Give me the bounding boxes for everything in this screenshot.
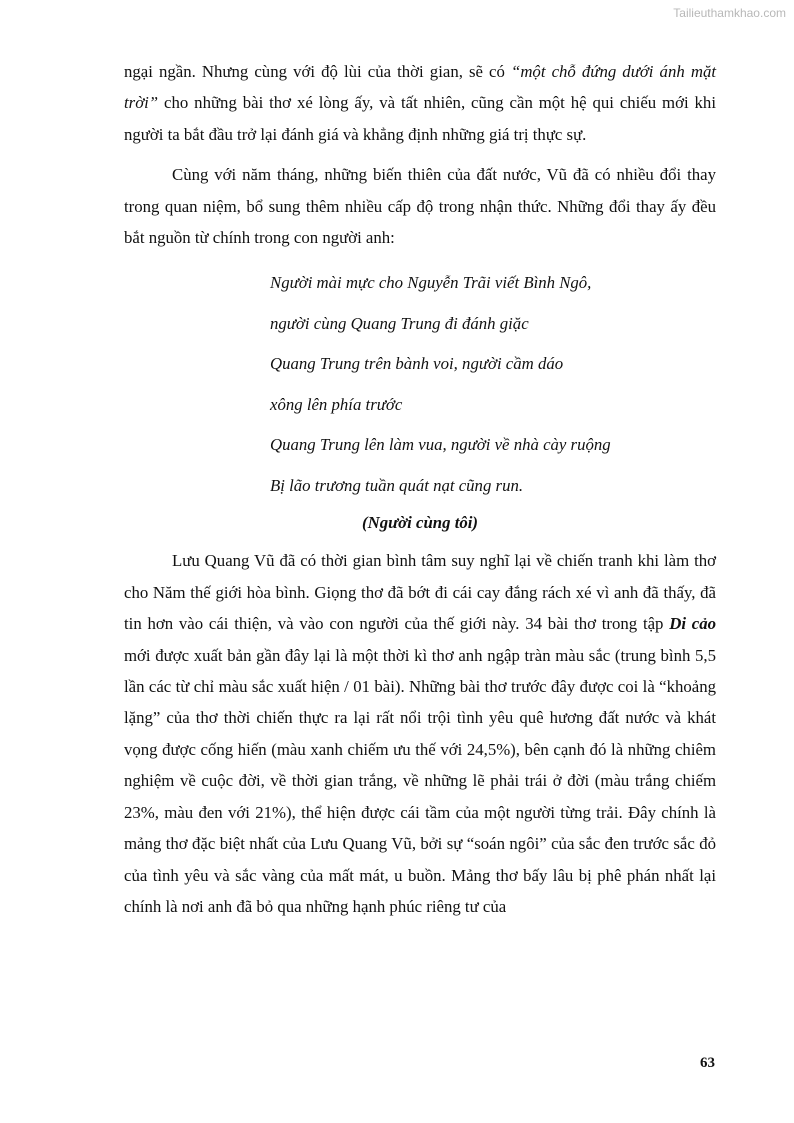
poem-source: (Người cùng tôi) [361, 513, 479, 533]
paragraph1-text-start: ngại ngần. Nhưng cùng với độ lùi của thời gian, sẽ có [124, 62, 511, 81]
paragraph3-text-end: mới được xuất bản gần đây lại là một thời kì thơ anh ngập tràn màu sắc (trung bình 5,5 lần các từ chỉ màu sắc xuất hiện / 01 bài). Những bài thơ trước đây được coi là “khoảng lặng” của thơ thời chiến thực ra lại rất nổi trội tình yêu quê hương đất nước và khát vọng được cống hiến (màu xanh chiếm ưu thế với 24,5%), bên cạnh đó là những chiêm nghiệm về cuộc đời, về thời gian trắng, về những lẽ phải trái ở đời (màu trắng chiếm 23%, màu đen với 21%), thể hiện được cái tầm của một người từng trải. Đây chính là mảng thơ đặc biệt nhất của Lưu Quang Vũ, bởi sự “soán ngôi” của sắc đen trước sắc đỏ của tình yêu và sắc vàng của mất mát, u buồn. Mảng thơ bấy lâu bị phê phán nhất lại chính là nơi anh đã bỏ qua những hạnh phúc riêng tư của [124, 645, 716, 916]
poem-excerpt [270, 263, 716, 506]
poem-line: Quang Trung lên làm vua, người về nhà cày ruộng [270, 435, 611, 455]
book-title: Di cảo [669, 614, 716, 634]
paragraph3-text-start: Lưu Quang Vũ đã có thời gian bình tâm suy nghĩ lại về chiến tranh khi làm thơ cho Năm thế giới hòa bình. Giọng thơ đã bớt đi cái cay đắng rách xé vì anh đã thấy, đã tin hơn vào cái thiện, và vào con người của thế giới này. 34 bài thơ trong tập [124, 551, 716, 634]
paragraph-continuation [124, 56, 716, 150]
poem-line: Bị lão trương tuần quát nạt cũng run. [270, 475, 524, 495]
document-body [124, 56, 716, 922]
quoted-phrase: “một chỗ đứng dưới ánh mặt trời” [124, 62, 716, 113]
poem-line: người cùng Quang Trung đi đánh giặc [270, 313, 529, 333]
page-number: 63 [700, 1055, 715, 1071]
paragraph-intro-poem: Cùng với năm tháng, những biến thiên của đất nước, Vũ đã có nhiều đổi thay trong quan niệm, bổ sung thêm nhiều cấp độ trong nhận thức. Những đổi thay ấy đều bắt nguồn từ chính trong con người anh: [124, 165, 716, 248]
poem-line: Quang Trung trên bành voi, người cầm dáo [270, 354, 564, 374]
watermark-text: Tailieuthamkhao.com [673, 6, 786, 20]
paragraph-analysis [124, 545, 716, 922]
paragraph1-text-end: cho những bài thơ xé lòng ấy, và tất nhiên, cũng cần một hệ qui chiếu mới khi người ta bắt đầu trở lại đánh giá và khẳng định những giá trị thực sự. [124, 93, 716, 144]
poem-line: xông lên phía trước [270, 394, 403, 414]
poem-line: Người mài mực cho Nguyễn Trãi viết Bình Ngô, [270, 273, 592, 293]
